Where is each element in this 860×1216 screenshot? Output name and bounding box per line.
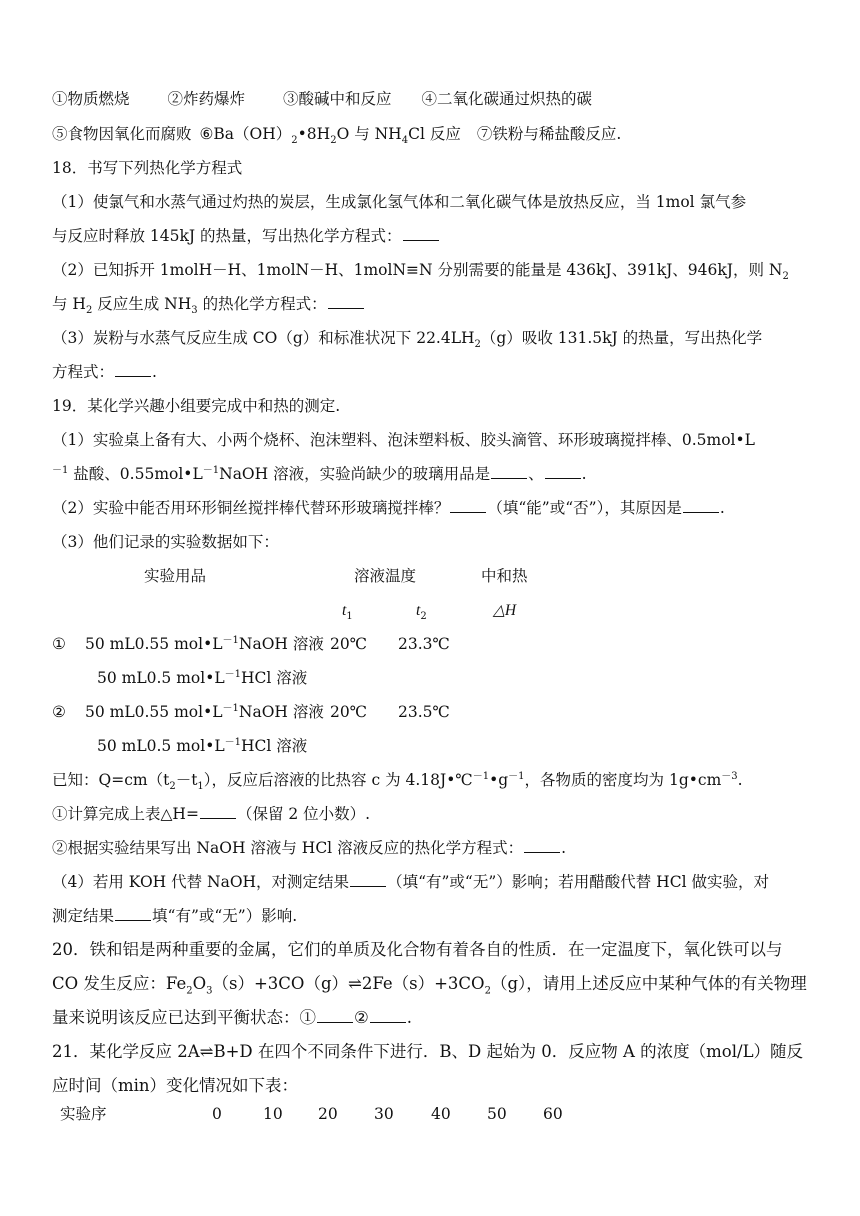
q19-calc-2: ②根据实验结果写出 NaOH 溶液与 HCl 溶液反应的热化学方程式： . bbox=[52, 839, 567, 857]
table-row-2-naoh: 50 mL0.55 $mol•L^{-1}NaOH$ 溶液 bbox=[85, 702, 324, 721]
table-header-item: 实验用品 bbox=[144, 567, 207, 585]
q19-part4-line2: 测定结果 填“有”或“无”）影响. bbox=[52, 907, 298, 925]
table-header-heat: 中和热 bbox=[481, 567, 528, 585]
q21-line2: 应时间（min）变化情况如下表： bbox=[52, 1076, 299, 1095]
q19-part2: （2）实验中能否用环形铜丝搅拌棒代替环形玻璃搅拌棒？ （填“能”或“否”），其原因是 . bbox=[52, 499, 725, 517]
q20-line1: 20．铁和铝是两种重要的金属，它们的单质及化合物有着各自的性质．在一定温度下，氧化铁可以与 bbox=[52, 940, 783, 959]
q19-part3: （3）他们记录的实验数据如下： bbox=[52, 533, 279, 551]
table-row-1-hcl: 50 mL0.5 $mol•L^{-1}HCl$ 溶液 bbox=[97, 668, 308, 687]
q17-option-3: ③酸碱中和反应 bbox=[283, 90, 392, 108]
answer-blank[interactable] bbox=[683, 498, 719, 513]
q17-options-row1 bbox=[52, 89, 592, 109]
table-row-1-t2: 23.3℃ bbox=[398, 635, 450, 653]
answer-blank[interactable] bbox=[200, 804, 236, 819]
table-row-2-t1: 20℃ bbox=[330, 703, 368, 721]
answer-blank[interactable] bbox=[350, 872, 386, 887]
table-header-t2: $t_2$ bbox=[416, 602, 427, 623]
q21-line1: 21．某化学反应 2A⇌B+D 在四个不同条件下进行．B、D 起始为 0．反应物 A 的浓度（mol/L）随反 bbox=[52, 1042, 804, 1061]
q19-known: 已知：$Q=cm(t_2-t_1)$，反应后溶液的比热容 c 为 $4.18J•℃^{-1}•g^{-1}$，各物质的密度均为 $1g•cm^{-3}$. bbox=[52, 770, 743, 793]
answer-blank[interactable] bbox=[115, 906, 151, 921]
q19-part1-line2: $^{-1}$ 盐酸、$0.55mol•L^{-1}NaOH$ 溶液，实验尚缺少的玻璃用品是 、 . bbox=[52, 464, 587, 483]
table-row-2-t2: 23.5℃ bbox=[398, 703, 450, 721]
table-row-2-no: ② bbox=[52, 703, 66, 721]
q18-part3-line2: 方程式： . bbox=[52, 363, 157, 381]
q17-option-1: ①物质燃烧 bbox=[52, 90, 130, 108]
q21-time-0: 0 bbox=[212, 1105, 222, 1123]
q20-line3: 量来说明该反应已达到平衡状态：① ② . bbox=[52, 1008, 413, 1027]
q18-title: 18．书写下列热化学方程式 bbox=[52, 159, 243, 177]
table-row-2-hcl: 50 mL0.5 $mol•L^{-1}HCl$ 溶液 bbox=[97, 736, 308, 755]
q20-line2: CO 发生反应：$Fe_2O_3(s)+3CO(g)\rightleftharpoons 2Fe(s)+3CO_2(g)$，请用上述反应中某种气体的有关物理 bbox=[52, 974, 807, 997]
q21-table-header-label: 实验序 bbox=[60, 1105, 107, 1123]
table-header-dh: △H bbox=[493, 602, 517, 619]
q21-time-40: 40 bbox=[431, 1105, 451, 1123]
q18-part1-line2: 与反应时释放 145kJ 的热量，写出热化学方程式： bbox=[52, 226, 440, 246]
answer-blank[interactable] bbox=[524, 838, 560, 853]
q18-part3-line1: （3）炭粉与水蒸气反应生成 CO（g）和标准状况下 $22.4LH_2(g)$吸收 131.5kJ 的热量，写出热化学 bbox=[52, 329, 763, 351]
answer-blank[interactable] bbox=[403, 226, 439, 241]
q17-option-5: ⑤食物因氧化而腐败 bbox=[52, 125, 192, 143]
answer-blank[interactable] bbox=[317, 1008, 353, 1023]
q19-title: 19．某化学兴趣小组要完成中和热的测定. bbox=[52, 397, 341, 415]
q18-part2-line1: （2）已知拆开 1molH－H、1molN－H、1molN≡N 分别需要的能量是 436kJ、391kJ、946kJ，则 $N_2$ bbox=[52, 261, 789, 283]
q18-part1-line1: （1）使氯气和水蒸气通过灼热的炭层，生成氯化氢气体和二氧化碳气体是放热反应，当 1mol 氯气参 bbox=[52, 193, 747, 211]
answer-blank[interactable] bbox=[328, 294, 364, 309]
q17-options-row2 bbox=[52, 124, 622, 147]
answer-blank[interactable] bbox=[545, 464, 581, 479]
table-header-temp: 溶液温度 bbox=[354, 567, 417, 585]
q21-time-60: 60 bbox=[543, 1105, 563, 1123]
table-row-1-naoh: 50 mL0.55 $mol•L^{-1}NaOH$ 溶液 bbox=[85, 634, 324, 653]
q17-option-4: ④二氧化碳通过炽热的碳 bbox=[421, 90, 593, 108]
q21-time-50: 50 bbox=[487, 1105, 507, 1123]
q21-time-10: 10 bbox=[263, 1105, 283, 1123]
q17-option-7: ⑦铁粉与稀盐酸反应. bbox=[476, 125, 622, 143]
q21-time-30: 30 bbox=[374, 1105, 394, 1123]
answer-blank[interactable] bbox=[450, 498, 486, 513]
table-row-1-t1: 20℃ bbox=[330, 635, 368, 653]
answer-blank[interactable] bbox=[491, 464, 527, 479]
q19-calc-1: ①计算完成上表△H= （保留 2 位小数）. bbox=[52, 805, 371, 823]
answer-blank[interactable] bbox=[115, 362, 151, 377]
q17-option-6: $⑥Ba(OH)_2•8H_2O$ 与 $NH_4Cl$ 反应 bbox=[199, 125, 461, 147]
answer-blank[interactable] bbox=[370, 1008, 406, 1023]
q21-time-20: 20 bbox=[318, 1105, 338, 1123]
q19-part1-line1: （1）实验桌上备有大、小两个烧杯、泡沫塑料、泡沫塑料板、胶头滴管、环形玻璃搅拌棒、0.5mol•L bbox=[52, 431, 755, 449]
q19-part4-line1: （4）若用 KOH 代替 NaOH，对测定结果 （填“有”或“无”）影响；若用醋酸代替 HCl 做实验，对 bbox=[52, 873, 769, 891]
q18-part2-line2: 与 $H_2$ 反应生成 $NH_3$ 的热化学方程式： bbox=[52, 294, 365, 314]
table-header-t1: $t_1$ bbox=[342, 602, 353, 623]
table-row-1-no: ① bbox=[52, 635, 66, 653]
q17-option-2: ②炸药爆炸 bbox=[167, 90, 246, 108]
